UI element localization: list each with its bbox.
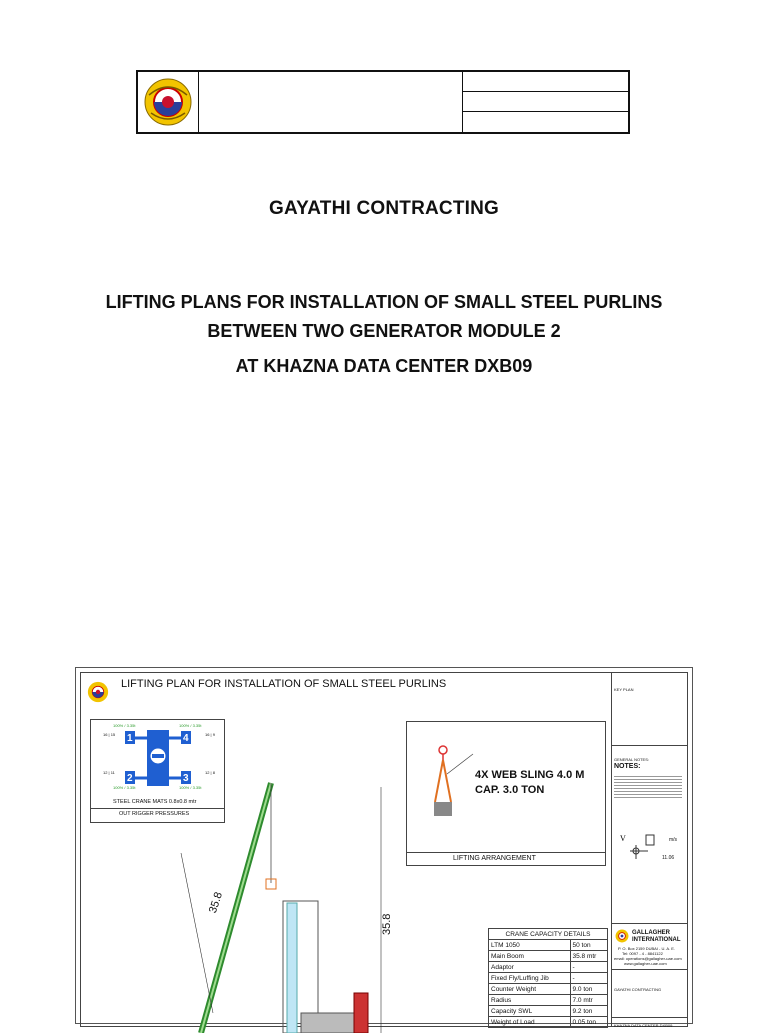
- cell-key: Capacity SWL: [489, 1006, 571, 1017]
- project-name: KHAZNA DATA CENTER DXB09: [614, 1023, 673, 1028]
- wind-value: 11.06: [662, 855, 675, 861]
- table-row: [489, 1006, 608, 1017]
- value-4: 16 | 9: [205, 732, 215, 737]
- firm-name-2: INTERNATIONAL: [632, 937, 681, 943]
- pct-bottom-left: 100% / 3.35t: [113, 785, 136, 790]
- outrigger-2: 2: [127, 773, 133, 784]
- mats-label: STEEL CRANE MATS 0.8x0.8 mtr: [113, 799, 197, 805]
- client-name: GAYATHI CONTRACTING: [614, 987, 662, 992]
- cell-value: 7.0 mtr: [570, 995, 608, 1006]
- outrigger-3: 3: [183, 773, 189, 784]
- notes-heading: NOTES:: [614, 763, 641, 770]
- cell-value: 0.05 ton: [570, 1017, 608, 1028]
- header-table: [136, 70, 630, 134]
- cell-key: Radius: [489, 995, 571, 1006]
- cell-key: Main Boom: [489, 951, 571, 962]
- table-row: [489, 995, 608, 1006]
- address-3: email: operations@gallagher-uae.com: [614, 956, 682, 961]
- table-row: [489, 951, 608, 962]
- address-2: Tel: 0097 - 4 - 8841122: [622, 951, 663, 956]
- drawing-title: LIFTING PLAN FOR INSTALLATION OF SMALL STEEL PURLINS: [121, 678, 447, 690]
- table-row: [489, 940, 608, 951]
- cell-value: -: [570, 973, 608, 984]
- firm-logo-icon: [615, 929, 629, 943]
- small-logo-icon: [87, 681, 109, 703]
- cell-value: 50 ton: [570, 940, 608, 951]
- header-info-cell: [463, 72, 628, 132]
- cell-key: Counter Weight: [489, 984, 571, 995]
- header-info-row: [463, 112, 628, 132]
- outrigger-caption: OUT RIGGER PRESSURES: [119, 811, 190, 817]
- cell-key: Adaptor: [489, 962, 571, 973]
- notes-lines: [614, 774, 682, 800]
- gallagher-logo-icon: [143, 77, 193, 127]
- table-row: [489, 1017, 608, 1028]
- lifting-plan-drawing: [75, 667, 693, 1028]
- cell-value: 9.0 ton: [570, 984, 608, 995]
- svg-text:V: V: [620, 834, 626, 843]
- cell-value: -: [570, 962, 608, 973]
- cell-key: Weight of Load: [489, 1017, 571, 1028]
- value-2: 12 | 11: [103, 770, 115, 775]
- general-notes-label: GENERAL NOTES:: [614, 757, 649, 762]
- header-info-row: [463, 72, 628, 92]
- header-info-row: [463, 92, 628, 112]
- key-plan-label: KEY PLAN: [614, 687, 634, 692]
- cell-value: 9.2 ton: [570, 1006, 608, 1017]
- title-block: [611, 673, 687, 1026]
- table-row: [489, 984, 608, 995]
- pct-bottom-right: 100% / 3.35t: [179, 785, 202, 790]
- header-title-cell: [199, 72, 463, 132]
- capacity-heading: CRANE CAPACITY DETAILS: [489, 929, 608, 940]
- value-1: 16 | 15: [103, 732, 116, 737]
- height-dimension: 35.8: [381, 913, 393, 935]
- crane-capacity-table: [488, 928, 608, 1028]
- lifting-arrangement-box: [406, 721, 606, 866]
- pct-top-left: 100% / 3.35t: [113, 723, 136, 728]
- wind-icon: [618, 831, 658, 861]
- outrigger-1: 1: [127, 733, 133, 744]
- sling-line-2: CAP. 3.0 TON: [475, 784, 545, 796]
- outrigger-4: 4: [183, 733, 189, 744]
- firm-name-1: GALLAGHER: [632, 930, 670, 936]
- boom-dimension: 35.8: [207, 890, 226, 915]
- table-row: [489, 973, 608, 984]
- drawing-frame: [80, 672, 688, 1027]
- address-4: www.gallagher-uae.com: [624, 961, 667, 966]
- title-line-3: AT KHAZNA DATA CENTER DXB09: [235, 356, 533, 376]
- cell-key: Fixed Fly/Luffing Jib: [489, 973, 571, 984]
- lifting-caption: LIFTING ARRANGEMENT: [453, 855, 536, 862]
- title-line-1: LIFTING PLANS FOR INSTALLATION OF SMALL STEEL PURLINS: [105, 292, 663, 312]
- title-line-2: BETWEEN TWO GENERATOR MODULE 2: [207, 321, 561, 341]
- sling-line-1: 4X WEB SLING 4.0 M: [475, 769, 585, 781]
- address-1: P. O. Box 2159 DUBAI - U. A. E.: [618, 946, 676, 951]
- table-row: [489, 962, 608, 973]
- company-name: GAYATHI CONTRACTING: [268, 198, 500, 219]
- cell-value: 35.8 mtr: [570, 951, 608, 962]
- cell-key: LTM 1050: [489, 940, 571, 951]
- pct-top-right: 100% / 3.35t: [179, 723, 202, 728]
- value-3: 12 | 8: [205, 770, 215, 775]
- wind-unit: m/s: [669, 837, 678, 843]
- logo-cell: [138, 72, 199, 132]
